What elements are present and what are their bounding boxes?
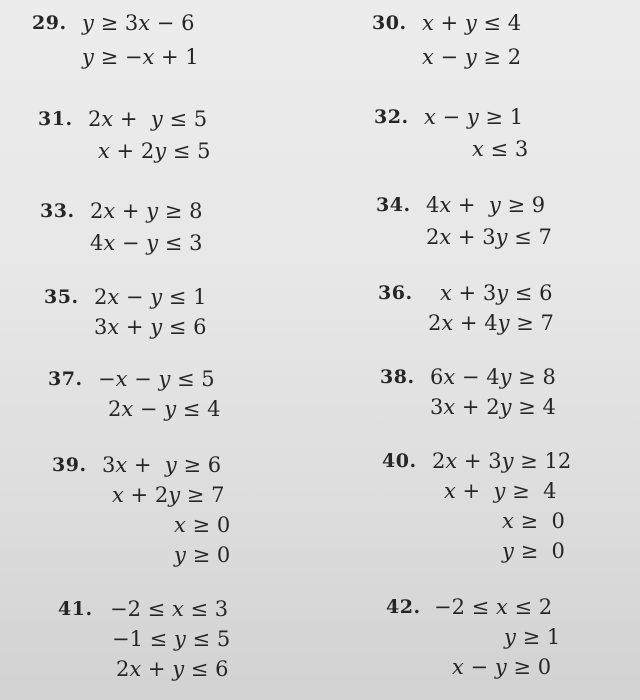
inequality-line: 3x + 2y ≥ 4: [430, 395, 556, 419]
problem-number: 36.: [378, 282, 413, 304]
inequality-line: x ≥ 0: [502, 509, 565, 533]
inequality-line: x − y ≥ 1: [424, 105, 524, 129]
problem-number: 29.: [32, 12, 67, 34]
inequality-line: x − y ≥ 2: [422, 45, 522, 69]
inequality-line: 4x + y ≥ 9: [426, 193, 546, 217]
problem-number: 40.: [382, 450, 417, 472]
inequality-line: 3x + y ≤ 6: [94, 315, 207, 339]
inequality-line: x + y ≥ 4: [444, 479, 557, 503]
problem-number: 42.: [386, 596, 421, 618]
inequality-line: 2x + 3y ≤ 7: [426, 225, 552, 249]
problem-number: 37.: [48, 368, 83, 390]
inequality-line: x + y ≤ 4: [422, 11, 522, 35]
inequality-line: y ≥ 1: [504, 625, 561, 649]
inequality-line: x + 2y ≥ 7: [112, 483, 225, 507]
inequality-line: −2 ≤ x ≤ 3: [110, 597, 229, 621]
inequality-line: 6x − 4y ≥ 8: [430, 365, 556, 389]
inequality-line: 4x − y ≤ 3: [90, 231, 203, 255]
inequality-line: 2x − y ≤ 1: [94, 285, 207, 309]
inequality-line: x ≤ 3: [472, 137, 529, 161]
inequality-line: x ≥ 0: [174, 513, 231, 537]
inequality-line: 2x + 3y ≥ 12: [432, 449, 572, 473]
inequality-line: 2x + 4y ≥ 7: [428, 311, 554, 335]
problem-number: 38.: [380, 366, 415, 388]
inequality-line: 3x + y ≥ 6: [102, 453, 222, 477]
inequality-line: y ≥ 0: [174, 543, 231, 567]
inequality-line: x + 3y ≤ 6: [440, 281, 553, 305]
problem-number: 35.: [44, 286, 79, 308]
inequality-line: −1 ≤ y ≤ 5: [112, 627, 231, 651]
inequality-line: 2x + y ≤ 6: [116, 657, 229, 681]
inequality-line: x − y ≥ 0: [452, 655, 552, 679]
problem-number: 39.: [52, 454, 87, 476]
inequality-line: 2x + y ≥ 8: [90, 199, 203, 223]
problem-number: 32.: [374, 106, 409, 128]
inequality-line: y ≥ −x + 1: [82, 45, 199, 69]
problem-number: 41.: [58, 598, 93, 620]
problem-number: 30.: [372, 12, 407, 34]
problem-number: 33.: [40, 200, 75, 222]
inequality-line: x + 2y ≤ 5: [98, 139, 211, 163]
inequality-line: −x − y ≤ 5: [98, 367, 215, 391]
inequality-line: 2x + y ≤ 5: [88, 107, 208, 131]
problem-number: 31.: [38, 108, 73, 130]
inequality-line: −2 ≤ x ≤ 2: [434, 595, 553, 619]
problem-number: 34.: [376, 194, 411, 216]
inequality-line: y ≥ 3x − 6: [82, 11, 195, 35]
inequality-line: 2x − y ≤ 4: [108, 397, 221, 421]
inequality-line: y ≥ 0: [502, 539, 565, 563]
